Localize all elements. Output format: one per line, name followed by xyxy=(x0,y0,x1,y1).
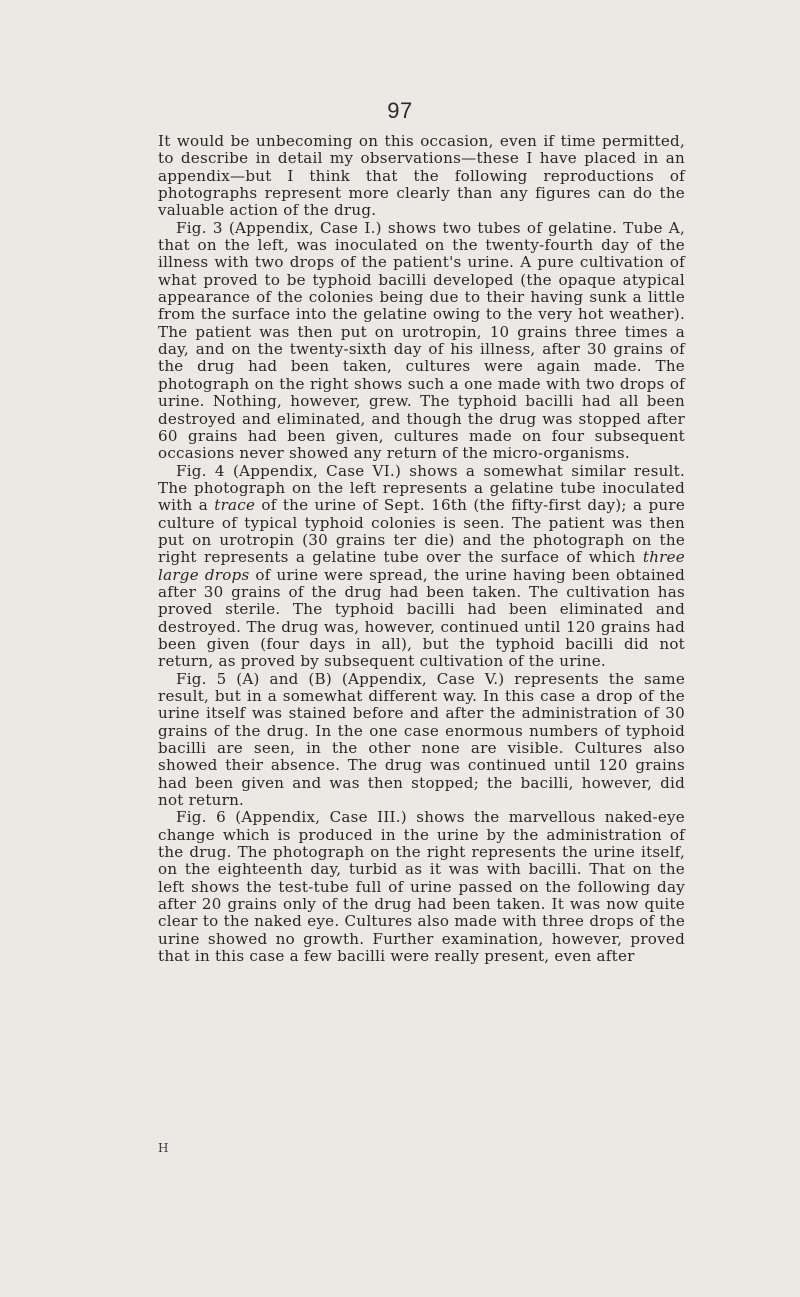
italic-phrase: three large drops xyxy=(158,548,685,584)
text-segment: of urine were spread, the urine having been obtained after 30 grains of the drug had been taken. The cultivation has proved sterile. The typhoid bacilli had been eliminated and destroyed. The drug was, however, continued until 120 grains had been given (four days in all), but the typhoid bacilli did not return, as proved by subsequent cultivation of the urine. xyxy=(158,565,685,671)
signature-mark: H xyxy=(158,1141,169,1155)
paragraph xyxy=(158,463,685,671)
text-segment: Fig. 4 (Appendix, Case VI.) shows a somewhat similar result. The photograph on the left represents a gelatine tube inoculated with a xyxy=(158,461,685,515)
text-segment: Fig. 5 (A) and (B) (Appendix, Case V.) represents the same result, but in a somewhat different way. In this case a drop of the urine itself was stained before and after the administration of 30 grains of the drug. In the one case enormous numbers of typhoid bacilli are seen, in the other none are visible. Cultures also showed their absence. The drug was continued until 120 grains had been given and was then stopped; the bacilli, however, did not return. xyxy=(158,669,685,810)
body-text xyxy=(158,133,685,966)
page-number: 97 xyxy=(387,98,413,123)
italic-phrase: trace xyxy=(214,496,256,515)
text-segment: Fig. 3 (Appendix, Case I.) shows two tubes of gelatine. Tube A, that on the left, was inoculated on the twenty-fourth day of the illness with two drops of the patient's urine. A pure cultivation of what proved to be typhoid bacilli developed (the opaque atypical appearance of the colonies being due to their having sunk a little from the surface into the gelatine owing to the very hot weather). The patient was then put on urotropin, 10 grains three times a day, and on the twenty-sixth day of his illness, after 30 grains of the drug had been taken, cultures were again made. The photograph on the right shows such a one made with two drops of urine. Nothing, however, grew. The typhoid bacilli had all been destroyed and eliminated, and though the drug was stopped after 60 grains had been given, cultures made on four subsequent occasions never showed any return of the micro-organisms. xyxy=(158,218,685,463)
paragraph xyxy=(158,220,685,463)
text-segment: Fig. 6 (Appendix, Case III.) shows the marvellous naked-eye change which is produced in the urine by the administration of the drug. The photograph on the right represents the urine itself, on the eighteenth day, turbid as it was with bacilli. That on the left shows the test-tube full of urine passed on the following day after 20 grains only of the drug had been taken. It was now quite clear to the naked eye. Cultures also made with three drops of the urine showed no growth. Further examination, however, proved that in this case a few bacilli were really present, even after xyxy=(158,808,685,966)
paragraph xyxy=(158,133,685,220)
paragraph xyxy=(158,809,685,965)
paragraph xyxy=(158,671,685,810)
text-segment: It would be unbecoming on this occasion, even if time permitted, to describe in detail my observations—these I have placed in an appendix—but I think that the following reproductions of photographs represent more clearly than any figures can do the valuable action of the drug. xyxy=(158,132,685,220)
text-segment: of the urine of Sept. 16th (the fifty-first day); a pure culture of typical typhoid colonies is seen. The patient was then put on urotropin (30 grains ter die) and the photograph on the right represents a gelatine tube over the surface of which xyxy=(158,496,685,567)
